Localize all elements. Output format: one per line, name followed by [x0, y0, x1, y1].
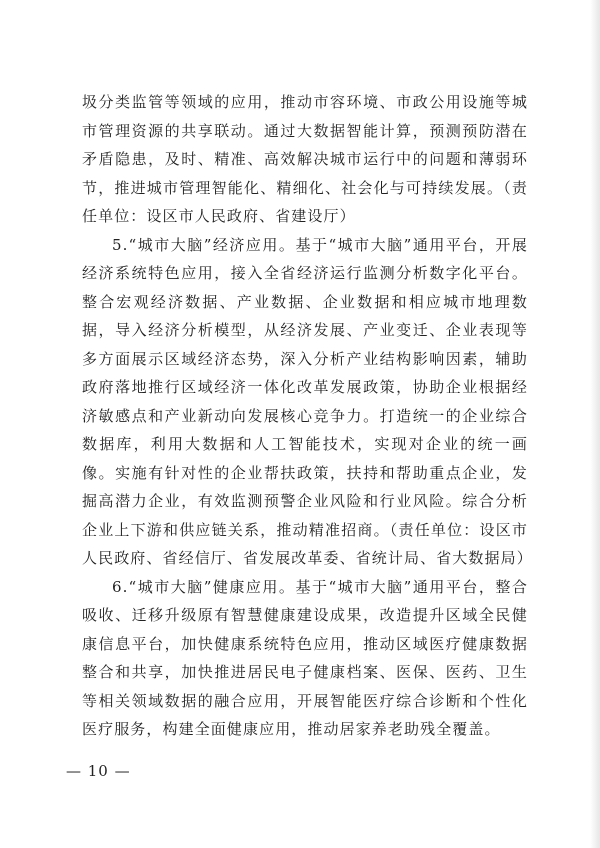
paragraph-continued: 圾分类监管等领域的应用，推动市容环境、市政公用设施等城市管理资源的共享联动。通过大数据智能计算，预测预防潜在矛盾隐患，及时、精准、高效解决城市运行中的问题和薄弱环节，推进城市管理智能化、精细化、社会化与可持续发展。（责任单位：设区市人民政府、省建设厅）: [82, 93, 528, 225]
paragraph-economy-application: 5.“城市大脑”经济应用。基于“城市大脑”通用平台，开展经济系统特色应用，接入全省经济运行监测分析数字化平台。整合宏观经济数据、产业数据、企业数据和相应城市地理数据，导入经济分析模型，从经济发展、产业变迁、企业表现等多方面展示区域经济态势，深入分析产业结构影响因素，辅助政府落地推行区域经济一体化改革发展政策，协助企业根据经济敏感点和产业新动向发展核心竞争力。打造统一的企业综合数据库，利用大数据和人工智能技术，实现对企业的统一画像。实施有针对性的企业帮扶政策，扶持和帮助重点企业，发掘高潜力企业，有效监测预警企业风险和行业风险。综合分析企业上下游和供应链关系，推动精准招商。（责任单位：设区市人民政府、省经信厅、省发展改革委、省统计局、省大数据局）: [82, 235, 533, 567]
page-number: — 10 —: [66, 762, 131, 780]
paragraph-health-application: 6.“城市大脑”健康应用。基于“城市大脑”通用平台，整合吸收、迁移升级原有智慧健康建设成果，改造提升区域全民健康信息平台，加快健康系统特色应用，推动区域医疗健康数据整合和共享，加快推进居民电子健康档案、医保、医药、卫生等相关领域数据的融合应用，开展智能医疗综合诊断和个性化医疗服务，构建全面健康应用，推动居家养老助残全覆盖。: [82, 577, 528, 738]
page-edge-shadow: [590, 0, 600, 848]
document-body: [82, 88, 533, 744]
